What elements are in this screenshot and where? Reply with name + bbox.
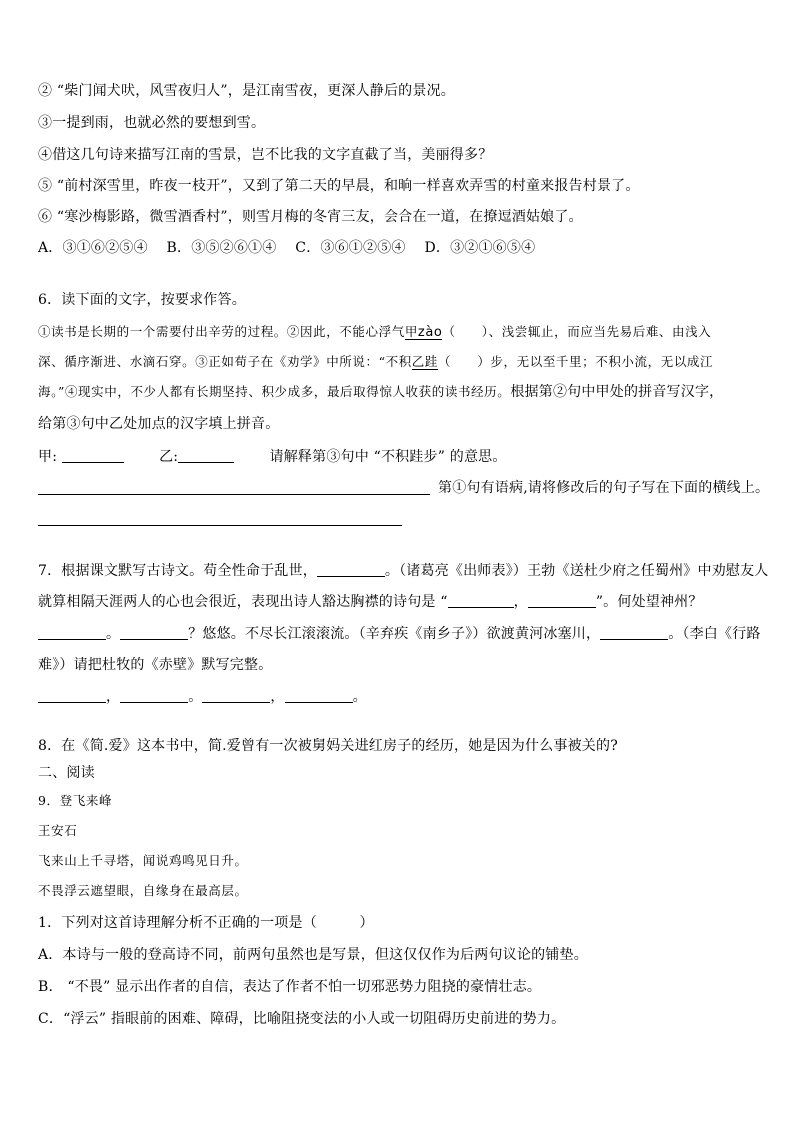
q7-line-3 xyxy=(38,625,761,643)
q5-item-3: ③一提到雨，也就必然的要想到雪。 xyxy=(38,115,266,131)
q7-sep-3: ， xyxy=(270,689,285,705)
q6-explain-blank[interactable] xyxy=(38,493,430,495)
q6-p3b: 根据第②句中甲处的拼音写汉字， xyxy=(510,384,724,400)
q6-jia-blank[interactable] xyxy=(62,448,124,463)
q7-end: 。 xyxy=(352,689,367,705)
q5-item-4: ④借这几句诗来描写江南的雪景，岂不比我的文字直截了当，美丽得多？ xyxy=(38,147,493,163)
q6-answer-row xyxy=(38,448,507,466)
q6-yi: 乙 xyxy=(411,354,425,369)
q6-yi-label: 乙: xyxy=(159,449,179,465)
q9-option-a: A．本诗与一般的登高诗不同，前两句虽然也是写景，但这仅仅作为后两句议论的铺垫。 xyxy=(38,947,588,963)
q5-item-6: ⑥ “寒沙梅影路，微雪酒香村”，则雪月梅的冬宵三友，会合在一道，在撩逗酒姑娘了。 xyxy=(38,209,583,225)
q7-line-5 xyxy=(38,688,367,706)
q7-l2b: ， xyxy=(513,594,528,610)
q6-explain-prompt: 请解释第③句中 “不积跬步” 的意思。 xyxy=(269,449,507,465)
q8-text: 8．在《简.爱》这本书中，简.爱曾有一次被舅妈关进红房子的经历，她是因为什么事被关的? xyxy=(38,738,618,754)
q7-l3a: 。 xyxy=(106,626,121,642)
q7-blank-6[interactable] xyxy=(600,625,668,640)
q7-blank-10[interactable] xyxy=(285,688,353,703)
q7-line-1 xyxy=(38,562,769,580)
q9-author: 王安石 xyxy=(38,823,78,838)
q6-p2b: （ ）步，无以至千里；不积小流，无以成江 xyxy=(438,354,714,369)
q7-blank-1[interactable] xyxy=(317,562,385,577)
q5-item-5: ⑤ “前村深雪里，昨夜一枝开”，又到了第二天的早晨，和晌一样喜欢弄雪的村童来报告村景了。 xyxy=(38,178,640,194)
q6-yi-blank[interactable] xyxy=(178,448,234,463)
q7-blank-9[interactable] xyxy=(202,688,270,703)
q7-l3c: 。（李白《行路 xyxy=(668,626,761,642)
q7-blank-2[interactable] xyxy=(448,593,514,608)
q6-p1b: （ ）、浅尝辄止，而应当先易后难、由浅入 xyxy=(442,324,712,339)
q9-sub-question-1: 1．下列对这首诗理解分析不正确的一项是（ ） xyxy=(38,915,374,931)
q6-correct-blank[interactable] xyxy=(38,524,402,526)
q7-blank-5[interactable] xyxy=(120,625,188,640)
q7-l1a: 7．根据课文默写古诗文。苟全性命于乱世， xyxy=(38,563,317,579)
q7-l3b: ？悠悠。不尽长江滚滚流。（辛弃疾《南乡子》）欲渡黄河冰塞川， xyxy=(188,626,601,642)
q6-jia: 甲 xyxy=(404,324,418,339)
q6-pinyin: zào xyxy=(417,325,443,340)
q7-line-4: 难》）请把杜牧的《赤壁》默写完整。 xyxy=(38,657,273,673)
q6-correct-prompt: 第①句有语病,请将修改后的句子写在下面的横线上。 xyxy=(438,480,770,496)
q7-l2a: 就算相隔天涯两人的心也会很近，表现出诗人豁达胸襟的诗句是 “ xyxy=(38,594,448,610)
q7-sep-1: ， xyxy=(106,689,121,705)
q7-blank-7[interactable] xyxy=(38,688,106,703)
q6-p2a: 深、循序渐进、水滴石穿。③正如荀子在《劝学》中所说：“不积 xyxy=(38,354,412,369)
q6-p3a: 海。”④现实中，不少人都有长期坚持、积少成多，最后取得惊人收获的读书经历。 xyxy=(38,384,511,399)
q6-passage-line-3 xyxy=(38,383,723,401)
section-2-heading: 二、阅读 xyxy=(38,765,95,781)
q7-blank-4[interactable] xyxy=(38,625,106,640)
q6-passage-line-1 xyxy=(38,323,711,342)
q9-poem-line-2: 不畏浮云遮望眼，自缘身在最高层。 xyxy=(38,883,248,898)
q6-p1a: ①读书是长期的一个需要付出辛劳的过程。②因此，不能心浮气 xyxy=(38,324,405,339)
q7-line-2 xyxy=(38,593,703,611)
q7-blank-8[interactable] xyxy=(120,688,188,703)
q9-option-b: B． “不畏” 显示出作者的自信，表达了作者不怕一切邪恶势力阻挠的豪情壮志。 xyxy=(38,979,542,995)
q9-option-c: C．“浮云” 指眼前的困难、障碍，比喻阻挠变法的小人或一切阻碍历史前进的势力。 xyxy=(38,1011,566,1027)
q6-instruction: 给第③句中乙处加点的汉字填上拼音。 xyxy=(38,416,280,432)
q7-l1b: 。（诸葛亮《出师表》）王勃《送杜少府之任蜀州》中劝慰友人 xyxy=(384,563,769,579)
q6-jia-mark xyxy=(405,324,443,340)
q7-sep-2: 。 xyxy=(188,689,203,705)
q6-passage-line-2 xyxy=(38,353,713,371)
q7-blank-3[interactable] xyxy=(528,593,596,608)
q6-dotted-char: 跬 xyxy=(424,354,439,369)
q6-yi-mark xyxy=(412,354,438,370)
q5-item-2: ② “柴门闻犬吠，风雪夜归人”，是江南雪夜，更深人静后的景况。 xyxy=(38,83,455,99)
q9-poem-line-1: 飞来山上千寻塔，闻说鸡鸣见日升。 xyxy=(38,853,248,868)
q6-jia-label: 甲: xyxy=(38,449,58,465)
q6-title: 6．读下面的文字，按要求作答。 xyxy=(38,292,246,308)
q7-l2c: ”。何处望神州？ xyxy=(595,594,703,610)
q9-title: 9．登飞来峰 xyxy=(38,793,113,808)
q5-options: A．③①⑥②⑤④ B．③⑤②⑥①④ C．③⑥①②⑤④ D．③②①⑥⑤④ xyxy=(38,240,536,256)
